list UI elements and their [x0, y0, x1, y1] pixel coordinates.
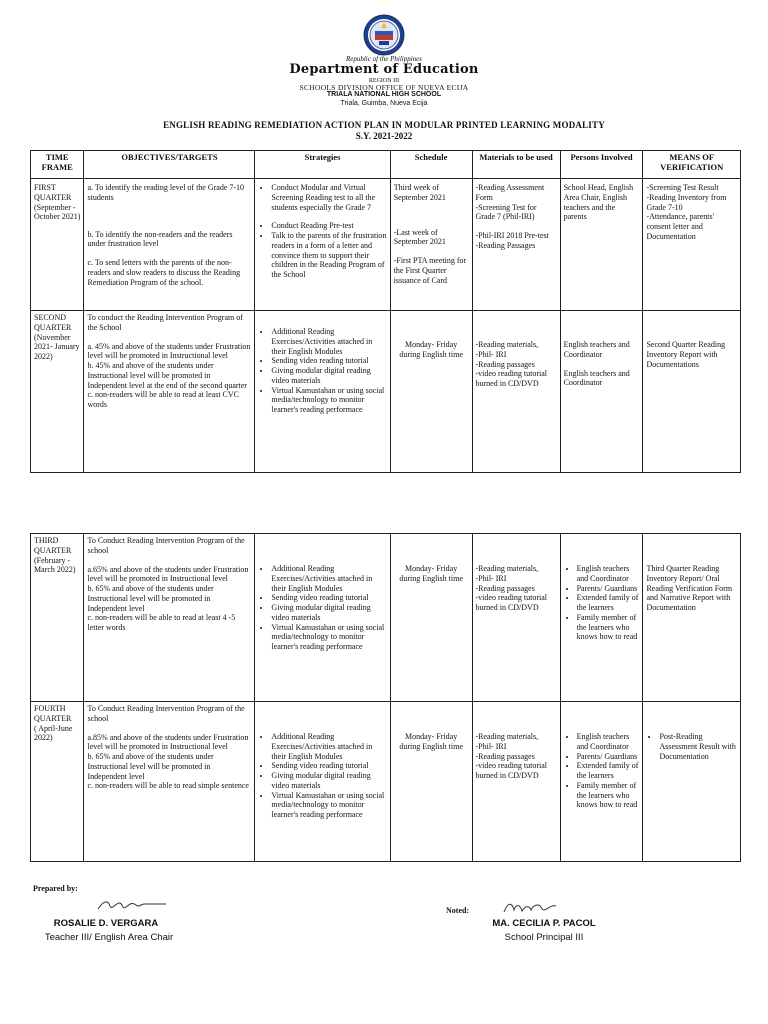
verification-item: -Screening Test Result [646, 183, 719, 192]
objective-item: b. 65% and above of the students under Instructional level will be promoted in Independent level [87, 584, 214, 613]
quarter-months: (February - March 2022) [34, 555, 76, 575]
persons-item: • Extended family of the learners [577, 761, 640, 781]
schedule-item: Third week of September 2021 [393, 183, 446, 202]
verification-cell [643, 311, 741, 473]
strategy-item: • Sending video reading tutorial [271, 761, 386, 771]
strategies-cell [255, 534, 390, 702]
objective-item: a. To identify the reading level of the Grade 7-10 students [87, 183, 245, 202]
strategy-item: • Additional Reading Exercises/Activities attached in their English Modules [271, 327, 386, 356]
schedule-cell [390, 311, 472, 473]
objectives-cell [84, 179, 255, 311]
material-item: -Phil- IRI [475, 349, 507, 359]
persons-item: • English teachers and Coordinator [577, 564, 640, 584]
persons-item: • Family member of the learners who knows how to read [577, 781, 640, 810]
material-item: -Reading passages [475, 751, 535, 761]
verification-cell [643, 179, 741, 311]
strategy-item: • Giving modular digital reading video materials [271, 771, 386, 791]
material-item: -video reading tutorial burned in CD/DVD [475, 761, 548, 780]
persons-item: English teachers and Coordinator [563, 368, 630, 388]
table-row-third-quarter [31, 534, 741, 702]
quarter-label: FIRST QUARTER [34, 183, 72, 202]
objective-item: b. 45% and above of the students under Instructional level will be promoted in Independent level at the end of the second quarter [87, 361, 247, 390]
verification-cell [643, 702, 741, 862]
verification-item: -Reading Inventory from Grade 7-10 [646, 192, 727, 212]
department-name: Department of Education [289, 62, 479, 77]
action-plan-table-part-2 [30, 533, 741, 862]
time-frame-cell [31, 702, 84, 862]
schedule-item: -Last week of September 2021 [393, 227, 446, 247]
school-name: TRIALA NATIONAL HIGH SCHOOL [326, 91, 442, 98]
persons-item: School Head, English Area Chair, English teachers and the parents [563, 183, 634, 222]
verification-item: Third Quarter Reading Inventory Report/ Oral Reading Verification Form and Narrative Report with Documentation [646, 564, 733, 612]
schedule-item: Monday- Friday during English time [399, 564, 463, 583]
header-verification: MEANS OF VERIFICATION [643, 151, 741, 179]
material-item: -video reading tutorial burned in CD/DVD [475, 369, 548, 388]
schedule-cell [390, 534, 472, 702]
objectives-intro: To Conduct Reading Intervention Program of the school [87, 704, 245, 723]
time-frame-cell [31, 179, 84, 311]
quarter-months: ( April-June 2022) [34, 723, 73, 743]
region-label: REGION III [368, 78, 400, 84]
objective-item: c. non-readers will be able to read at least 4 -5 letter words [87, 613, 236, 632]
header-persons: Persons Involved [560, 151, 643, 179]
material-item: -Reading materials, [475, 340, 539, 349]
material-item: -Reading passages [475, 359, 535, 369]
persons-item: • Family member of the learners who knows how to read [577, 613, 640, 642]
materials-cell [472, 179, 560, 311]
materials-cell [472, 311, 560, 473]
principal-name: MA. CECILIA P. PACOL [492, 918, 596, 929]
time-frame-cell [31, 534, 84, 702]
prepared-by-label: Prepared by: [33, 884, 78, 893]
objectives-cell [84, 311, 255, 473]
strategy-item: • Giving modular digital reading video materials [271, 603, 386, 623]
table-row-second-quarter [31, 311, 741, 473]
quarter-label: THIRD QUARTER [34, 536, 72, 555]
material-item: -Phil- IRI [475, 573, 507, 583]
strategies-cell [255, 702, 390, 862]
preparer-signature [92, 894, 172, 916]
verification-item: -Attendance, parents' consent letter and Documentation [646, 212, 715, 241]
persons-item: • Extended family of the learners [577, 593, 640, 613]
objective-item: a. 45% and above of the students under Frustration level will be promoted in Instructional level [87, 341, 251, 361]
schedule-item: Monday- Friday during English time [399, 732, 463, 751]
deped-seal-icon [363, 14, 405, 56]
objective-item: a.65% and above of the students under Frustration level will be promoted in Instructional level [87, 564, 249, 584]
verification-item: • Post-Reading Assessment Result with Documentation [659, 732, 737, 761]
preparer-name: ROSALIE D. VERGARA [53, 918, 159, 929]
strategy-item: • Talk to the parents of the frustration readers in a form of a letter and convince them to support their children in the Reading Program of the School [271, 231, 386, 280]
material-item: -Screening Test for Grade 7 (Phil-IRI) [475, 202, 537, 222]
persons-item: • Parents/ Guardians [577, 584, 640, 594]
division-label: SCHOOLS DIVISION OFFICE OF NUEVA ECIJA [299, 83, 469, 92]
objective-item: b. 65% and above of the students under Instructional level will be promoted in Independent level [87, 752, 214, 781]
persons-item: • Parents/ Guardians [577, 752, 640, 762]
school-year: S.Y. 2021-2022 [355, 131, 413, 141]
verification-item: Second Quarter Reading Inventory Report with Documentations [646, 340, 726, 369]
header-schedule: Schedule [390, 151, 472, 179]
persons-cell [560, 702, 643, 862]
strategy-item: • Virtual Kamustahan or using social media/technology to monitor learner's reading performace [271, 623, 386, 652]
verification-cell [643, 534, 741, 702]
material-item: -Phil-IRI 2018 Pre-test [475, 231, 549, 240]
table-row-fourth-quarter [31, 702, 741, 862]
persons-item: • English teachers and Coordinator [577, 732, 640, 752]
header-strategies: Strategies [255, 151, 390, 179]
strategy-item: • Additional Reading Exercises/Activities attached in their English Modules [271, 732, 386, 761]
materials-cell [472, 702, 560, 862]
strategies-cell [255, 311, 390, 473]
strategy-item: • Sending video reading tutorial [271, 593, 386, 603]
header-materials: Materials to be used [472, 151, 560, 179]
objectives-intro: To conduct the Reading Intervention Program of the School [87, 313, 243, 332]
objective-item: b. To identify the non-readers and the readers under frustration level [87, 229, 233, 249]
principal-position: School Principal III [504, 932, 584, 943]
schedule-cell [390, 702, 472, 862]
material-item: -Phil- IRI [475, 741, 507, 751]
material-item: -Reading passages [475, 583, 535, 593]
header-objectives: OBJECTIVES/TARGETS [84, 151, 255, 179]
table-header-row [31, 151, 741, 179]
objectives-cell [84, 702, 255, 862]
strategy-item: • Virtual Kamustahan or using social media/technology to monitor learner's reading performace [271, 791, 386, 820]
materials-cell [472, 534, 560, 702]
persons-cell [560, 311, 643, 473]
strategy-item: • Sending video reading tutorial [271, 356, 386, 366]
strategy-item: • Giving modular digital reading video materials [271, 366, 386, 386]
objectives-intro: To Conduct Reading Intervention Program of the school [87, 536, 245, 555]
persons-item: English teachers and Coordinator [563, 340, 630, 359]
objective-item: c. non-readers will be able to read at least CVC words [87, 390, 239, 409]
persons-cell [560, 534, 643, 702]
strategy-item: • Virtual Kamustahan or using social media/technology to monitor learner's reading performace [271, 386, 386, 415]
quarter-months: (November 2021- January 2022) [34, 332, 80, 361]
material-item: -Reading Passages [475, 240, 536, 250]
strategy-item: • Conduct Reading Pre-test [271, 221, 386, 231]
action-plan-table-part-1 [30, 150, 741, 473]
school-address: Triala, Guimba, Nueva Ecija [340, 100, 428, 107]
header-time-frame: TIME FRAME [31, 151, 84, 179]
schedule-cell [390, 179, 472, 311]
preparer-position: Teacher III/ English Area Chair [44, 932, 174, 943]
strategy-item: • Additional Reading Exercises/Activities attached in their English Modules [271, 564, 386, 593]
objectives-cell [84, 534, 255, 702]
document-title: ENGLISH READING REMEDIATION ACTION PLAN IN MODULAR PRINTED LEARNING MODALITY [163, 120, 605, 130]
material-item: -Reading Assessment Form [475, 183, 545, 202]
noted-by-label: Noted: [446, 906, 470, 915]
objective-item: c. To send letters with the parents of the non-readers and slow readers to discuss the Reading Remediation Program of the school. [87, 258, 241, 287]
objective-item: a.85% and above of the students under Frustration level will be promoted in Instructional level [87, 732, 249, 752]
quarter-label: SECOND QUARTER [34, 313, 72, 332]
principal-signature [500, 898, 560, 918]
republic-label: Republic of the Philippines [345, 55, 422, 63]
strategies-cell [255, 179, 390, 311]
persons-cell [560, 179, 643, 311]
schedule-item: Monday- Friday during English time [399, 340, 463, 359]
schedule-item: -First PTA meeting for the First Quarter issuance of Card [393, 256, 467, 285]
material-item: -Reading materials, [475, 732, 539, 741]
strategy-item: • Conduct Modular and Virtual Screening Reading test to all the students especially the Grade 7 [271, 183, 386, 212]
quarter-months: (September -October 2021) [34, 202, 81, 222]
time-frame-cell [31, 311, 84, 473]
material-item: -video reading tutorial burned in CD/DVD [475, 593, 548, 612]
table-row-first-quarter [31, 179, 741, 311]
material-item: -Reading materials, [475, 564, 539, 573]
objective-item: c. non-readers will be able to read simple sentence [87, 781, 249, 791]
quarter-label: FOURTH QUARTER [34, 704, 72, 723]
